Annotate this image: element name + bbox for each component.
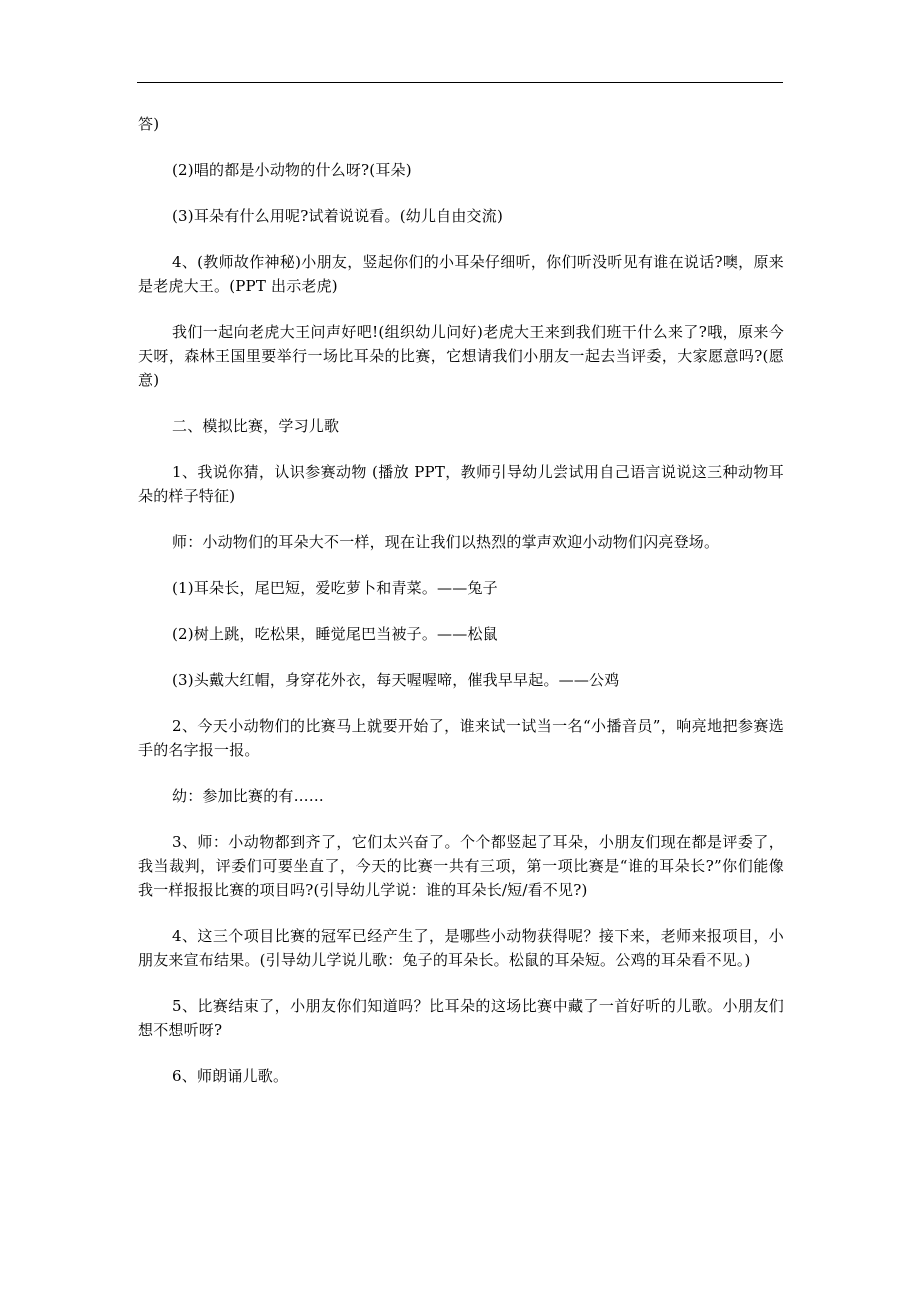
paragraph: 幼：参加比赛的有…… (172, 787, 325, 805)
paragraph: 5、比赛结束了，小朋友你们知道吗？比耳朵的这场比赛中藏了一首好听的儿歌。小朋友们想不想听呀? (138, 997, 784, 1039)
riddle-item: (1)耳朵长，尾巴短，爱吃萝卜和青菜。——兔子 (172, 579, 498, 597)
paragraph: 答) (138, 115, 160, 133)
paragraph: 我们一起向老虎大王问声好吧!(组织幼儿问好)老虎大王来到我们班干什么来了?哦，原来今天呀，森林王国里要举行一场比耳朵的比赛，它想请我们小朋友一起去当评委，大家愿意吗?(愿意) (138, 323, 784, 389)
paragraph: (3)耳朵有什么用呢?试着说说看。(幼儿自由交流) (172, 207, 503, 225)
paragraph: 4、这三个项目比赛的冠军已经产生了，是哪些小动物获得呢？接下来，老师来报项目，小朋友来宣布结果。(引导幼儿学说儿歌：兔子的耳朵长。松鼠的耳朵短。公鸡的耳朵看不见。) (138, 927, 784, 969)
riddle-item: (3)头戴大红帽，身穿花外衣，每天喔喔啼，催我早早起。——公鸡 (172, 671, 620, 689)
paragraph: (2)唱的都是小动物的什么呀?(耳朵) (172, 161, 412, 179)
document-body (138, 112, 784, 1110)
paragraph: 师：小动物们的耳朵大不一样，现在让我们以热烈的掌声欢迎小动物们闪亮登场。 (172, 533, 720, 551)
paragraph: 3、师：小动物都到齐了，它们太兴奋了。个个都竖起了耳朵，小朋友们现在都是评委了，我当裁判，评委们可要坐直了，今天的比赛一共有三项，第一项比赛是“谁的耳朵长?”你们能像我一样报报比赛的项目吗?(引导幼儿学说：谁的耳朵长/短/看不见?) (138, 833, 784, 899)
paragraph: 2、今天小动物们的比赛马上就要开始了，谁来试一试当一名“小播音员”，响亮地把参赛选手的名字报一报。 (138, 717, 784, 759)
paragraph: 6、师朗诵儿歌。 (172, 1067, 289, 1085)
riddle-item: (2)树上跳，吃松果，睡觉尾巴当被子。——松鼠 (172, 625, 498, 643)
paragraph: 4、(教师故作神秘)小朋友，竖起你们的小耳朵仔细听，你们听没听见有谁在说话?噢，原来是老虎大王。(PPT 出示老虎) (138, 253, 784, 295)
paragraph: 1、我说你猜，认识参赛动物 (播放 PPT，教师引导幼儿尝试用自己语言说说这三种动物耳朵的样子特征) (138, 463, 784, 505)
section-heading: 二、模拟比赛，学习儿歌 (172, 417, 340, 435)
header-rule (137, 82, 783, 83)
